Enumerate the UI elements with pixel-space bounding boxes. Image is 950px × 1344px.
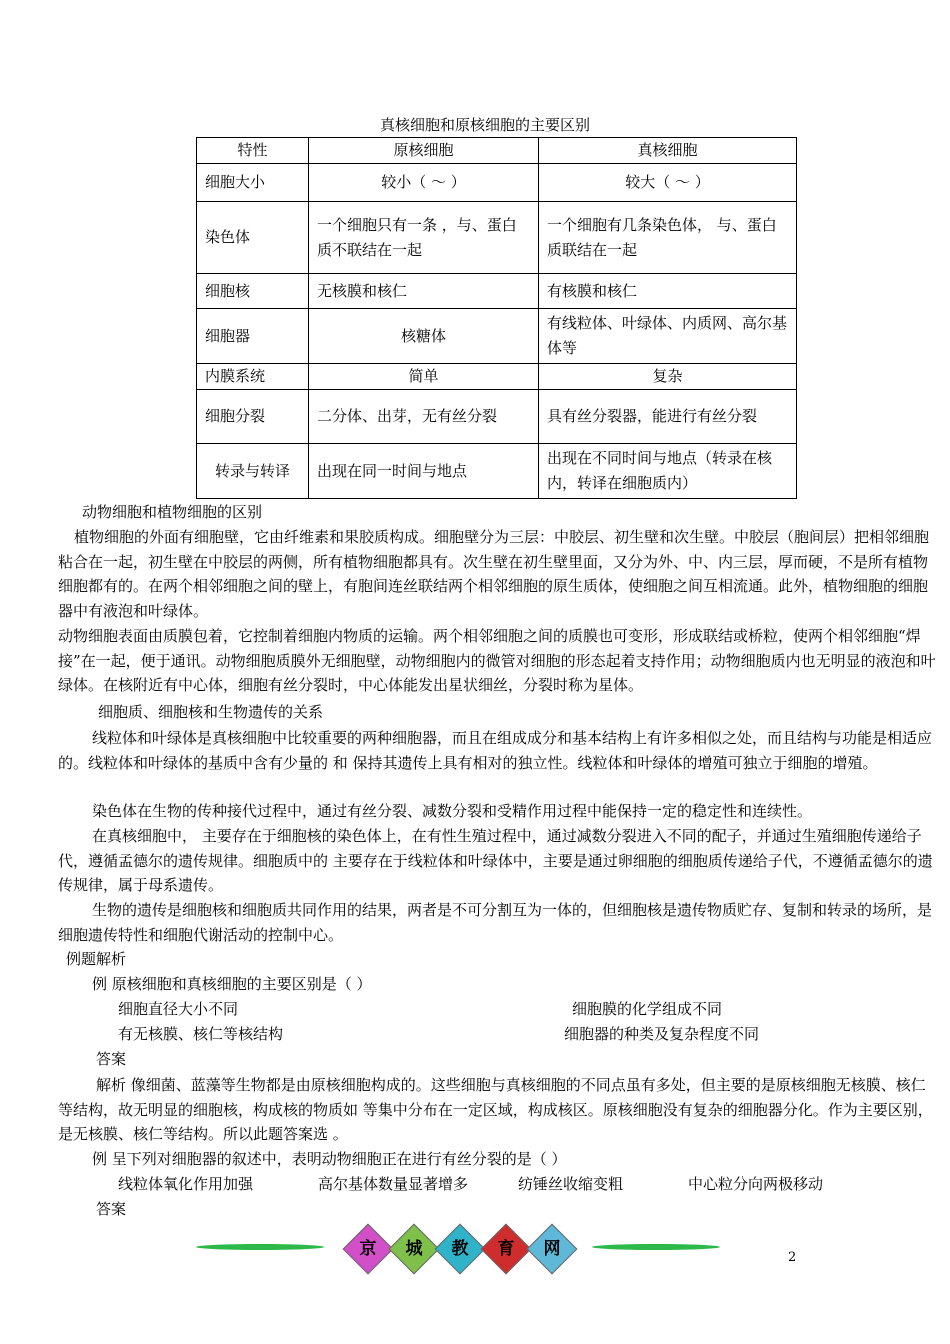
header-cell: 原核细胞 bbox=[309, 138, 539, 164]
logo-char: 育 bbox=[497, 1239, 515, 1259]
logo-badge bbox=[527, 1224, 578, 1275]
question-2: 例 呈下列对细胞器的叙述中，表明动物细胞正在进行有丝分裂的是（ ） bbox=[92, 1150, 567, 1168]
table-caption: 真核细胞和原核细胞的主要区别 bbox=[380, 116, 591, 134]
table-cell: 简单 bbox=[309, 364, 539, 390]
logo-char: 京 bbox=[359, 1239, 377, 1259]
animal-paragraph: 动物细胞表面由质膜包着，它控制着细胞内物质的运输。两个相邻细胞之间的质膜也可变形，形成联结或桥粒，使两个相邻细胞“焊接”在一起，便于通讯。动物细胞质膜外无细胞壁，动物细胞内的微管对细胞的形态起着支持作用；动物细胞质内也无明显的液泡和叶绿体。在核附近有中心体，细胞有丝分裂时，中心体能发出星状细丝，分裂时称为星体。 bbox=[58, 627, 936, 695]
table-cell: 无核膜和核仁 bbox=[309, 274, 539, 309]
logo-char: 城 bbox=[405, 1239, 423, 1259]
heredity-paragraph-1: 线粒体和叶绿体是真核细胞中比较重要的两种细胞器，而且在组成成分和基本结构上有许多相似之处，而且结构与功能是相适应的。线粒体和叶绿体的基质中含有少量的 和 保持其遗传上具有相对的独立性。线粒体和叶绿体的增殖可独立于细胞的增殖。 bbox=[58, 729, 933, 772]
footer-right-leaf bbox=[592, 1244, 720, 1250]
q2-option-b: 高尔基体数量显著增多 bbox=[318, 1175, 469, 1193]
comparison-table bbox=[196, 137, 797, 499]
table-row bbox=[197, 164, 797, 202]
logo-badge bbox=[481, 1224, 532, 1275]
table-cell: 一个细胞有几条染色体， 与、蛋白质联结在一起 bbox=[539, 202, 797, 274]
table-cell: 染色体 bbox=[197, 202, 309, 274]
examples-title: 例题解析 bbox=[66, 950, 127, 968]
q1-option-d: 细胞器的种类及复杂程度不同 bbox=[564, 1025, 760, 1043]
logo-char: 网 bbox=[543, 1239, 561, 1259]
q2-option-d: 中心粒分向两极移动 bbox=[688, 1175, 824, 1193]
table-cell: 细胞分裂 bbox=[197, 390, 309, 444]
table-row bbox=[197, 309, 797, 364]
question-1: 例 原核细胞和真核细胞的主要区别是（ ） bbox=[92, 975, 372, 993]
logo-char: 教 bbox=[451, 1239, 469, 1259]
answer-label-1: 答案 bbox=[96, 1050, 127, 1068]
header-cell: 特性 bbox=[197, 138, 309, 164]
plant-paragraph: 植物细胞的外面有细胞壁，它由纤维素和果胶质构成。细胞壁分为三层：中胶层、初生壁和次生壁。中胶层（胞间层）把相邻细胞粘合在一起，初生壁在中胶层的两侧，所有植物细胞都具有。次生壁在初生壁里面，又分为外、中、内三层，厚而硬，不是所有植物细胞都有的。在两个相邻细胞之间的壁上，有胞间连丝联结两个相邻细胞的原生质体，使细胞之间互相流通。此外，植物细胞的细胞器中有液泡和叶绿体。 bbox=[58, 528, 930, 620]
table-row bbox=[197, 444, 797, 499]
table-cell: 具有丝分裂器，能进行有丝分裂 bbox=[539, 390, 797, 444]
analysis-paragraph: 解析 像细菌、蓝藻等生物都是由原核细胞构成的。这些细胞与真核细胞的不同点虽有多处，但主要的是原核细胞无核膜、核仁等结构，故无明显的细胞核，构成核的物质如 等集中分布在一定区域，构成核区。原核细胞没有复杂的细胞器分化。作为主要区别，是无核膜、核仁等结构。所以此题答案选 。 bbox=[58, 1076, 933, 1144]
table-cell: 内膜系统 bbox=[197, 364, 309, 390]
table-cell: 转录与转译 bbox=[197, 444, 309, 499]
table-cell: 核糖体 bbox=[309, 309, 539, 364]
table-cell: 出现在同一时间与地点 bbox=[309, 444, 539, 499]
table-cell: 细胞核 bbox=[197, 274, 309, 309]
page-number: 2 bbox=[788, 1250, 797, 1265]
heredity-paragraph-3: 在真核细胞中， 主要存在于细胞核的染色体上，在有性生殖过程中，通过减数分裂进入不同的配子，并通过生殖细胞传递给子代，遵循孟德尔的遗传规律。细胞质中的 主要存在于线粒体和叶绿体中，主要是通过卵细胞的细胞质传递给子代，不遵循孟德尔的遗传规律，属于母系遗传。 bbox=[58, 827, 933, 895]
section-title-heredity: 细胞质、细胞核和生物遗传的关系 bbox=[98, 703, 324, 721]
q1-option-a: 细胞直径大小不同 bbox=[118, 1000, 239, 1018]
table-row bbox=[197, 274, 797, 309]
header-cell: 真核细胞 bbox=[539, 138, 797, 164]
answer-label-2: 答案 bbox=[96, 1200, 127, 1218]
table-cell: 有核膜和核仁 bbox=[539, 274, 797, 309]
table-header-row bbox=[197, 138, 797, 164]
table-row bbox=[197, 364, 797, 390]
table-cell: 较大（ ～ ） bbox=[539, 164, 797, 202]
logo-badge bbox=[389, 1224, 440, 1275]
table-cell: 细胞器 bbox=[197, 309, 309, 364]
footer-left-leaf bbox=[196, 1244, 324, 1250]
table-cell: 复杂 bbox=[539, 364, 797, 390]
table-cell: 一个细胞只有一条 ，与、蛋白质不联结在一起 bbox=[309, 202, 539, 274]
section-title-animal-plant: 动物细胞和植物细胞的区别 bbox=[82, 503, 263, 521]
q1-option-c: 有无核膜、核仁等核结构 bbox=[118, 1025, 284, 1043]
table-cell: 细胞大小 bbox=[197, 164, 309, 202]
heredity-paragraph-4: 生物的遗传是细胞核和细胞质共同作用的结果，两者是不可分割互为一体的，但细胞核是遗传物质贮存、复制和转录的场所，是细胞遗传特性和细胞代谢活动的控制中心。 bbox=[58, 901, 933, 944]
q2-option-a: 线粒体氧化作用加强 bbox=[118, 1175, 254, 1193]
heredity-paragraph-2: 染色体在生物的传种接代过程中，通过有丝分裂、减数分裂和受精作用过程中能保持一定的稳定性和连续性。 bbox=[92, 802, 813, 820]
table-cell: 二分体、出芽，无有丝分裂 bbox=[309, 390, 539, 444]
table-cell: 较小（ ～ ） bbox=[309, 164, 539, 202]
table-row bbox=[197, 202, 797, 274]
logo-badge bbox=[343, 1224, 394, 1275]
q1-option-b: 细胞膜的化学组成不同 bbox=[572, 1000, 723, 1018]
table-cell: 有线粒体、叶绿体、内质网、高尔基体等 bbox=[539, 309, 797, 364]
logo-badge bbox=[435, 1224, 486, 1275]
q2-option-c: 纺锤丝收缩变粗 bbox=[518, 1175, 624, 1193]
table-row bbox=[197, 390, 797, 444]
table-cell: 出现在不同时间与地点（转录在核内，转译在细胞质内） bbox=[539, 444, 797, 499]
